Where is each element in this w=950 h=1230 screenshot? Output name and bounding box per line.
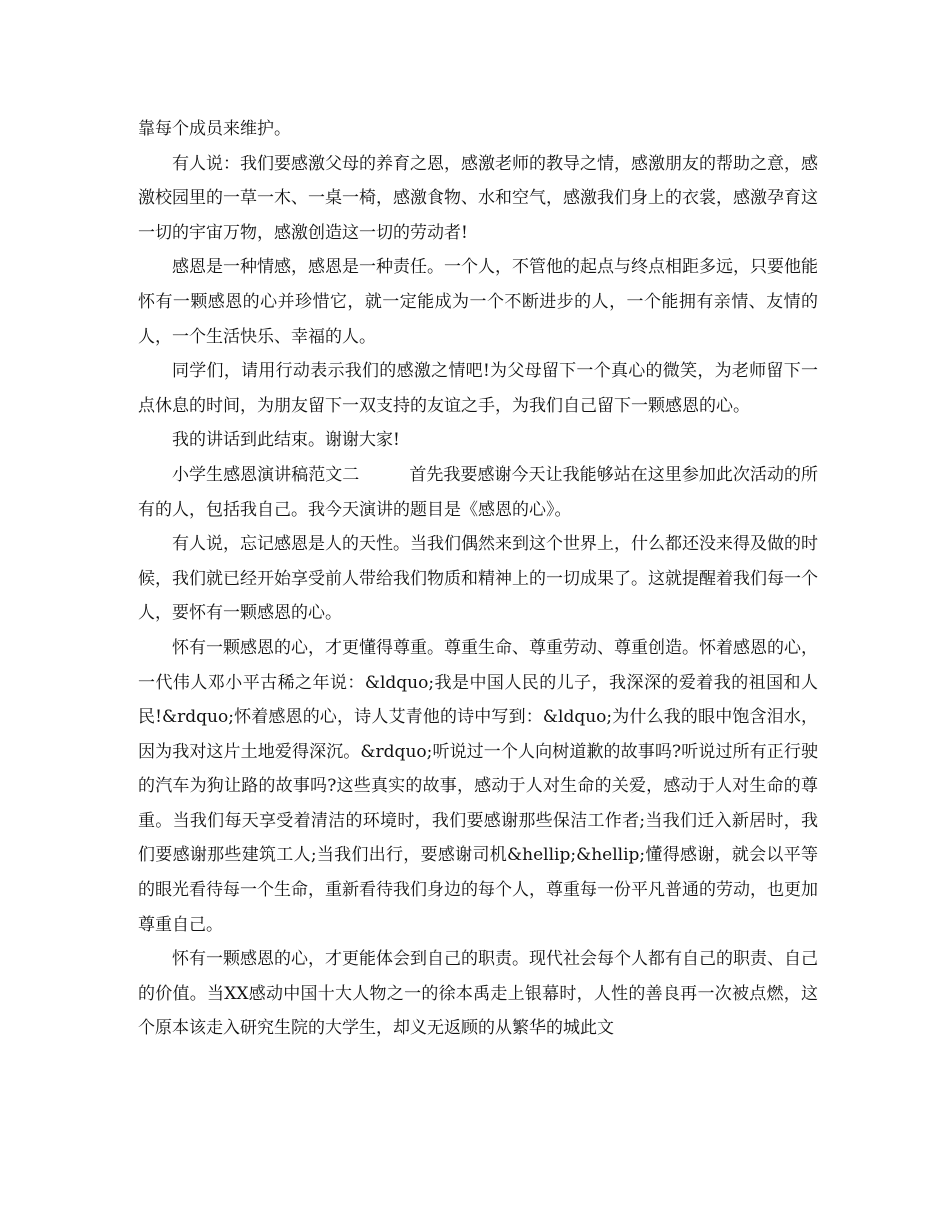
section-intro: 首先我要感谢今天让我能够站在这里参加此次活动的所有的人，包括我自己。我今天演讲的题目是《感恩的心》。 bbox=[138, 464, 819, 520]
paragraph-5: 我的讲话到此结束。谢谢大家! bbox=[172, 430, 400, 451]
paragraph-7: 有人说，忘记感恩是人的天性。当我们偶然来到这个世界上，什么都还没来得及做的时候，我们就已经开始享受前人带给我们物质和精神上的一切成果了。这就提醒着我们每一个人，要怀有一颗感恩的心。 bbox=[138, 534, 818, 624]
paragraph-1: 靠每个成员来维护。 bbox=[138, 119, 291, 139]
paragraph-3: 感恩是一种情感，感恩是一种责任。一个人，不管他的起点与终点相距多远，只要他能怀有一颗感恩的心并珍惜它，就一定能成为一个不断进步的人，一个能拥有亲情、友情的人，一个生活快乐、幸福的人。 bbox=[138, 257, 818, 347]
paragraph-8: 怀有一颗感恩的心，才更懂得尊重。尊重生命、尊重劳动、尊重创造。怀着感恩的心，一代伟人邓小平古稀之年说：&ldquo;我是中国人民的儿子，我深深的爱着我的祖国和人民!&rdquo;怀着感恩的心，诗人艾青他的诗中写到：&ldquo;为什么我的眼中饱含泪水，因为我对这片土地爱得深沉。&rdquo;听说过一个人向树道歉的故事吗?听说过所有正行驶的汽车为狗让路的故事吗?这些真实的故事，感动于人对生命的关爱，感动于人对生命的尊重。当我们每天享受着清洁的环境时，我们要感谢那些保洁工作者;当我们迁入新居时，我们要感谢那些建筑工人;当我们出行，要感谢司机&hellip;&hellip;懂得感谢，就会以平等的眼光看待每一个生命，重新看待我们身边的每个人，尊重每一份平凡普通的劳动，也更加尊重自己。 bbox=[138, 637, 818, 935]
paragraph-4: 同学们，请用行动表示我们的感激之情吧!为父母留下一个真心的微笑，为老师留下一点休息的时间，为朋友留下一双支持的友谊之手，为我们自己留下一颗感恩的心。 bbox=[138, 361, 818, 416]
paragraph-2: 有人说：我们要感激父母的养育之恩，感激老师的教导之情，感激朋友的帮助之意，感激校园里的一草一木、一桌一椅，感激食物、水和空气，感激我们身上的衣裳，感激孕育这一切的宇宙万物，感激创造这一切的劳动者! bbox=[138, 153, 818, 243]
document-body bbox=[138, 112, 818, 1046]
section-title: 小学生感恩演讲稿范文二 bbox=[172, 464, 360, 485]
paragraph-9: 怀有一颗感恩的心，才更能体会到自己的职责。现代社会每个人都有自己的职责、自己的价值。当XX感动中国十大人物之一的徐本禹走上银幕时，人性的善良再一次被点燃，这个原本该走入研究生院的大学生，却义无返顾的从繁华的城此文 bbox=[138, 949, 818, 1039]
section-paragraph bbox=[138, 458, 818, 527]
